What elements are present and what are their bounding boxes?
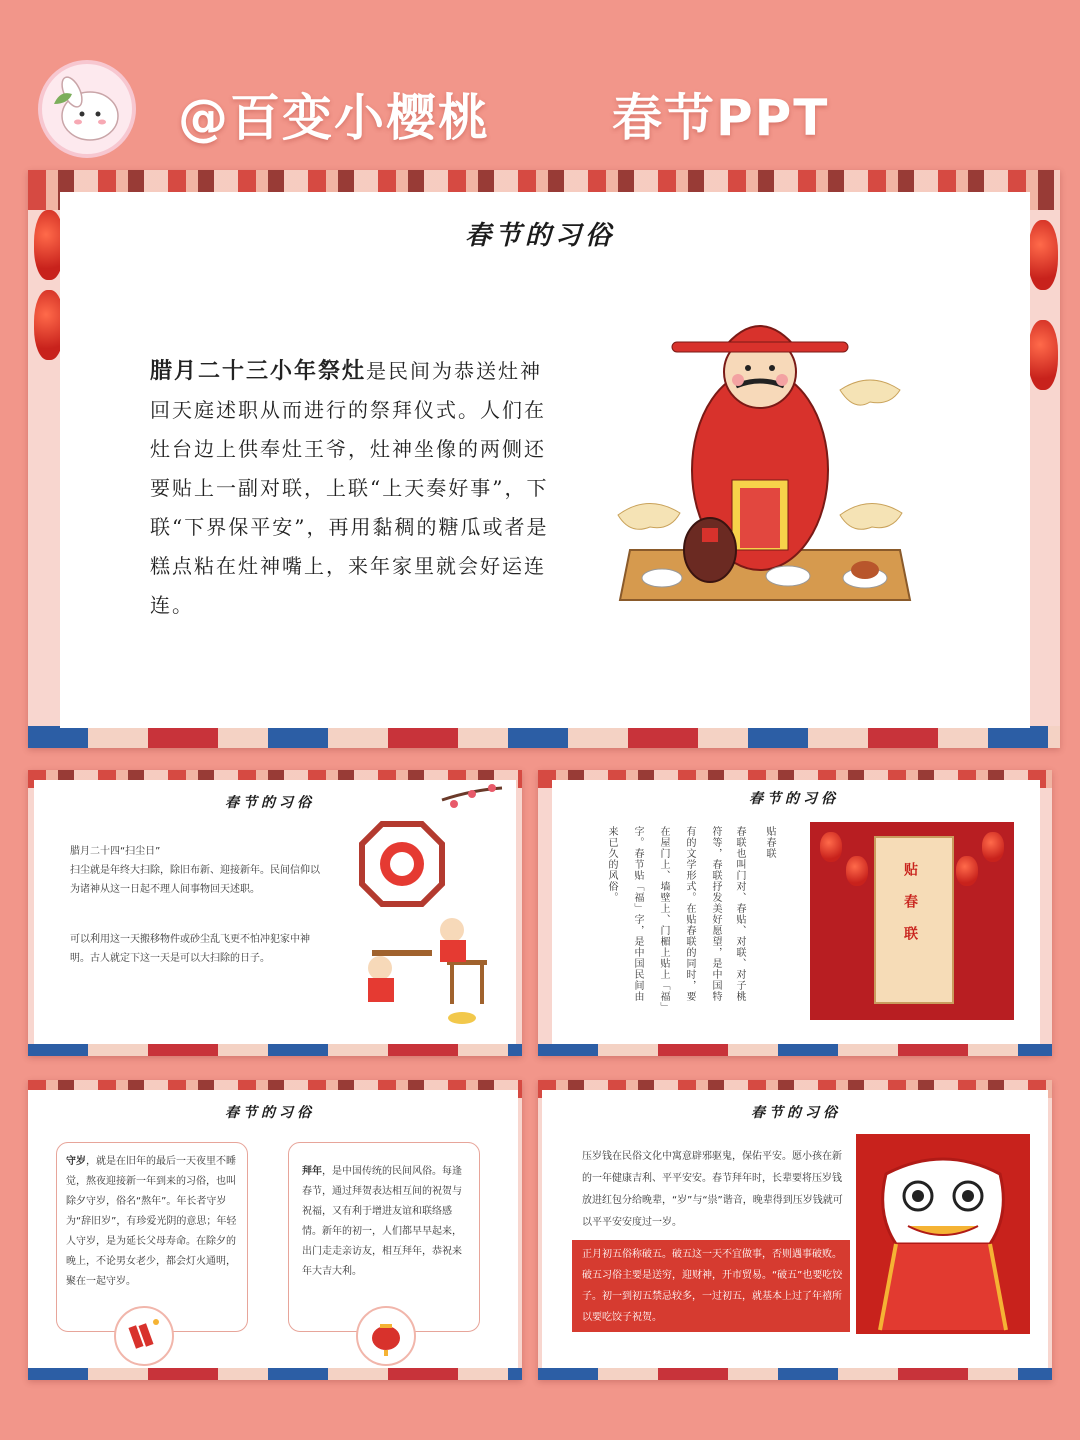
slide-heading: 贴春联: [764, 826, 775, 859]
bottom-decoration: [538, 1368, 1052, 1380]
bottom-decoration: [28, 1044, 522, 1056]
bottom-decoration: [538, 1044, 1052, 1056]
text-lead: 腊月二十三小年祭灶: [150, 358, 367, 384]
slide-text: [150, 352, 550, 625]
lantern-icon: [1028, 320, 1058, 390]
bunny-mascot-icon: [42, 64, 132, 154]
text-column: 在屋门上、墙壁上、门楣上贴上「福」: [658, 826, 669, 1013]
slide-paragraph: 扫尘就是年终大扫除，除旧布新、迎接新年。民间信仰以为诸神从这一日起不理人间事物回天述职。: [70, 865, 320, 895]
author-handle: @百变小樱桃: [178, 89, 490, 147]
lion-dance-image: [856, 1134, 1030, 1334]
scroll-text: 贴春联: [902, 862, 918, 958]
text-body: 是民间为恭送灶神回天庭述职从而进行的祭拜仪式。人们在灶台边上供奉灶王爷，灶神坐像的两侧还要贴上一副对联，上联“上天奏好事”，下联“下界保平安”，再用黏稠的糖瓜或者是糕点粘在灶神嘴上，来年家里就会好运连连。: [150, 359, 549, 617]
text-column: 有的文学形式。在贴春联的同时，要: [684, 826, 695, 1002]
slide-title: 春节的习俗: [751, 1105, 841, 1121]
slide-paragraph: 压岁钱在民俗文化中寓意辟邪驱鬼，保佑平安。愿小孩在新的一年健康吉利、平平安安。春节拜年时，长辈要将压岁钱放进红包分给晚辈，“岁”与“祟”谐音，晚辈得到压岁钱就可以平平安安度过一岁。: [582, 1151, 843, 1228]
avatar: [38, 60, 136, 158]
slide-paragraph: 可以利用这一天搬移物件或砂尘乱飞更不怕冲犯家中神明。古人就定下这一天是可以大扫除的日子。: [70, 934, 310, 964]
kitchen-god-illustration: [610, 300, 920, 620]
firecracker-icon: [114, 1306, 174, 1366]
couplet-image: [810, 822, 1014, 1020]
card-text: [302, 1162, 468, 1282]
card-body: ，是中国传统的民间风俗。每逢春节，通过拜贺表达相互间的祝贺与祝福，又有利于增进友谊和联络感情。新年的初一，人们都早早起来，出门走走亲访友，相互拜年，恭祝来年大吉大利。: [302, 1166, 462, 1277]
text-column: 符等，春联抒发美好愿望，是中国特: [710, 826, 721, 1002]
slide-title: 春节的习俗: [225, 795, 315, 811]
text-column: 字。春节贴「福」字，是中国民间由: [632, 826, 643, 1002]
bottom-decoration: [28, 726, 1060, 748]
slide-title: 春节的习俗: [225, 1105, 315, 1121]
page-title: 春节PPT: [612, 89, 830, 147]
slide-title: 春节的习俗: [749, 791, 839, 807]
slide-title: 春节的习俗: [464, 221, 615, 251]
lantern-icon: [846, 856, 868, 886]
lion-head-icon: [856, 1134, 1030, 1334]
lantern-badge-icon: [356, 1306, 416, 1366]
card-body: ，就是在旧年的最后一天夜里不睡觉，熬夜迎接新一年到来的习俗，也叫除夕守岁，俗名“熬年”。年长者守岁为“辞旧岁”，有珍爱光阴的意思；年轻人守岁，是为延长父母寿命。在除夕的晚上，不论男女老少，都会灯火通明，聚在一起守岁。: [66, 1156, 237, 1287]
bottom-decoration: [28, 1368, 522, 1380]
card-text: [66, 1152, 238, 1292]
lantern-icon: [982, 832, 1004, 862]
slide-heading: 腊月二十四“扫尘日”: [70, 846, 161, 857]
sweeping-illustration: [352, 780, 512, 1030]
lantern-icon: [1028, 220, 1058, 290]
text-column: 春联也叫门对、春贴、对联、对子桃: [734, 826, 745, 1002]
lantern-icon: [956, 856, 978, 886]
card-lead: 守岁: [66, 1156, 86, 1167]
lantern-icon: [820, 832, 842, 862]
highlight-text: 正月初五俗称破五。破五这一天不宜做事，否则遇事破败。破五习俗主要是送穷，迎财神，开市贸易。“破五”也要吃饺子。初一到初五禁忌较多，一过初五，就基本上过了年禧所以要吃饺子祝贺。: [582, 1249, 843, 1323]
card-lead: 拜年: [302, 1166, 322, 1177]
text-column: 来已久的风俗。: [606, 826, 617, 903]
